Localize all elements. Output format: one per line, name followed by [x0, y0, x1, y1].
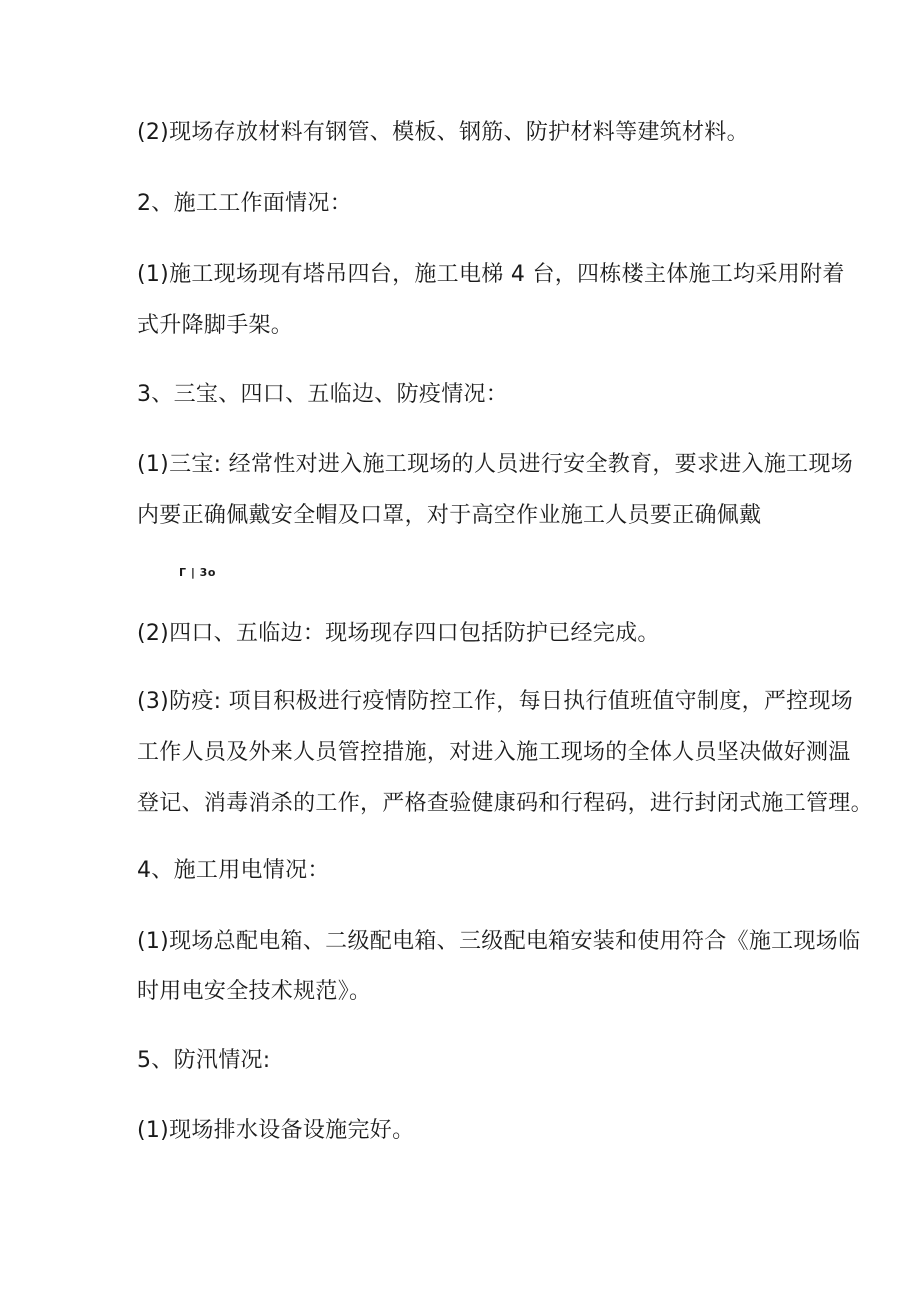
paragraph-drainage: (1)现场排水设备设施完好。: [137, 1118, 415, 1143]
paragraph-power-line-2: 时用电安全技术规范》。: [137, 979, 372, 1004]
paragraph-cranes-line-2: 式升降脚手架。: [137, 313, 294, 338]
paragraph-cranes-line-1: (1)施工现场现有塔吊四台，施工电梯 4 台，四栋楼主体施工均采用附着: [137, 262, 845, 287]
paragraph-epidemic-line-1: (3)防疫: 项目积极进行疫情防控工作，每日执行值班值守制度，严控现场: [137, 689, 854, 714]
heading-safety-conditions: 3、三宝、四口、五临边、防疫情况：: [137, 382, 509, 407]
paragraph-openings-edges: (2)四口、五临边：现场现存四口包括防护已经完成。: [137, 621, 660, 646]
paragraph-epidemic-line-3: 登记、消毒消杀的工作，严格查验健康码和行程码，进行封闭式施工管理。: [137, 791, 873, 816]
heading-work-surface: 2、施工工作面情况：: [137, 191, 352, 216]
paragraph-three-treasures-line-1: (1)三宝: 经常性对进入施工现场的人员进行安全教育，要求进入施工现场: [137, 452, 854, 477]
paragraph-materials-stored: (2)现场存放材料有钢管、模板、钢筋、防护材料等建筑材料。: [137, 120, 749, 145]
paragraph-epidemic-line-2: 工作人员及外来人员管控措施，对进入施工现场的全体人员坚决做好测温: [137, 740, 851, 765]
text-fragment: Γ | 3o: [179, 566, 216, 579]
paragraph-three-treasures-line-2: 内要正确佩戴安全帽及口罩，对于高空作业施工人员要正确佩戴: [137, 503, 762, 528]
paragraph-power-line-1: (1)现场总配电箱、二级配电箱、三级配电箱安装和使用符合《施工现场临: [137, 929, 861, 954]
heading-power-usage: 4、施工用电情况：: [137, 858, 330, 883]
heading-flood-control: 5、防汛情况:: [137, 1048, 271, 1073]
